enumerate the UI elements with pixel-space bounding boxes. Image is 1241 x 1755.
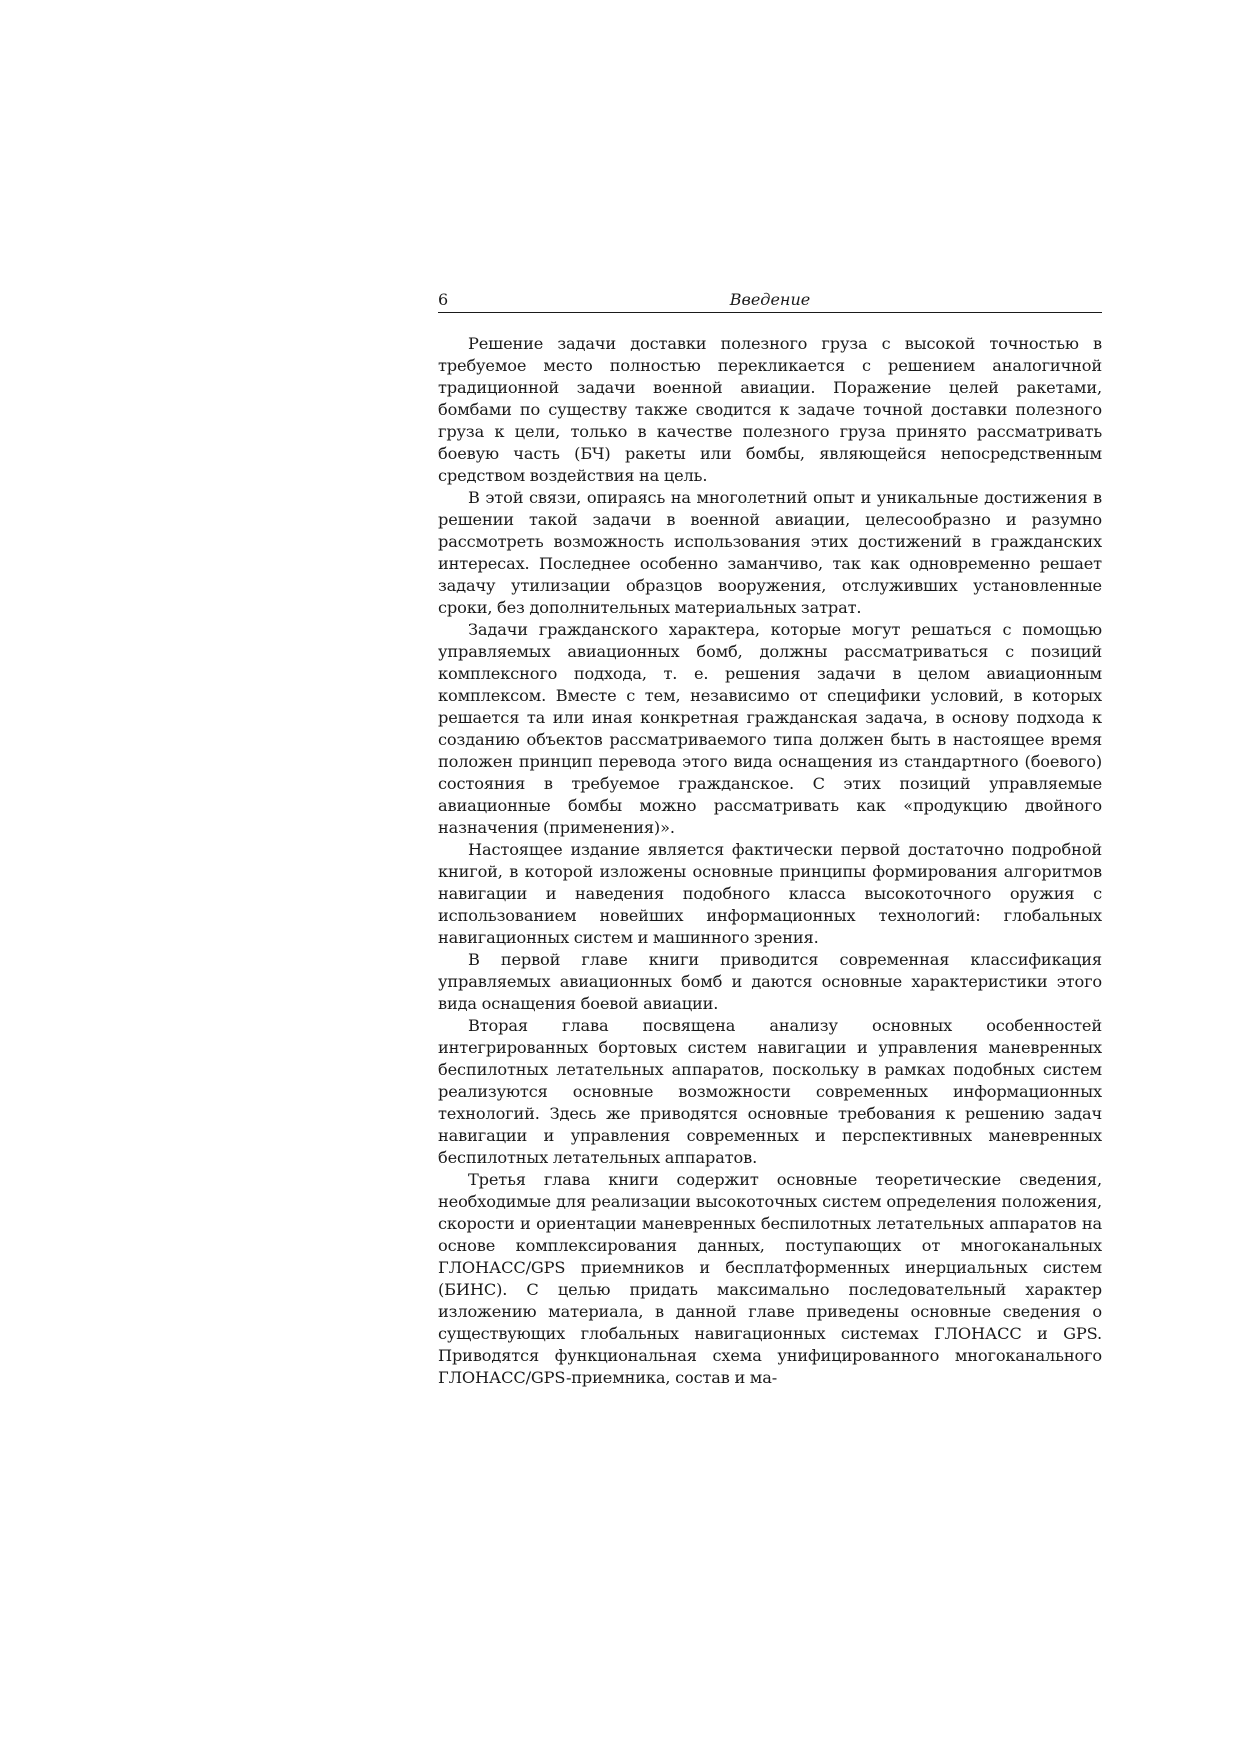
page-number: 6 <box>438 290 449 309</box>
running-header <box>438 288 1102 313</box>
running-title: Введение <box>729 290 811 309</box>
paragraph: В первой главе книги приводится современная классификация управляемых авиационных бомб и даются основные характеристики этого вида оснащения боевой авиации. <box>438 950 1102 1013</box>
paragraph: Третья глава книги содержит основные теоретические сведения, необходимые для реализации высокоточных систем определения положения, скорости и ориентации маневренных беспилотных летательных аппаратов на основе комплексирования данных, поступающих от многоканальных ГЛОНАСС/GPS приемников и бесплатформенных инерциальных систем (БИНС). С целью придать максимально последовательный характер изложению материала, в данной главе приведены основные сведения о существующих глобальных навигационных системах ГЛОНАСС и GPS. Приводятся функциональная схема унифицированного многоканального ГЛОНАСС/GPS-приемника, состав и ма- <box>438 1170 1102 1387</box>
paragraph: Решение задачи доставки полезного груза с высокой точностью в требуемое место полностью перекликается с решением аналогичной традиционной задачи военной авиации. Поражение целей ракетами, бомбами по существу также сводится к задаче точной доставки полезного груза к цели, только в качестве полезного груза принято рассматривать боевую часть (БЧ) ракеты или бомбы, являющейся непосредственным средством воздействия на цель. <box>438 334 1102 485</box>
paragraph: В этой связи, опираясь на многолетний опыт и уникальные достижения в решении такой задачи в военной авиации, целесообразно и разумно рассмотреть возможность использования этих достижений в гражданских интересах. Последнее особенно заманчиво, так как одновременно решает задачу утилизации образцов вооружения, отслуживших установленные сроки, без дополнительных материальных затрат. <box>438 488 1102 617</box>
body-text <box>438 333 1102 1389</box>
paragraph: Вторая глава посвящена анализу основных особенностей интегрированных бортовых систем навигации и управления маневренных беспилотных летательных аппаратов, поскольку в рамках подобных систем реализуются основные возможности современных информационных технологий. Здесь же приводятся основные требования к решению задач навигации и управления современных и перспективных маневренных беспилотных летательных аппаратов. <box>438 1016 1102 1167</box>
paragraph: Задачи гражданского характера, которые могут решаться с помощью управляемых авиационных бомб, должны рассматриваться с позиций комплексного подхода, т. е. решения задачи в целом авиационным комплексом. Вместе с тем, независимо от специфики условий, в которых решается та или иная конкретная гражданская задача, в основу подхода к созданию объектов рассматриваемого типа должен быть в настоящее время положен принцип перевода этого вида оснащения из стандартного (боевого) состояния в требуемое гражданское. С этих позиций управляемые авиационные бомбы можно рассматривать как «продукцию двойного назначения (применения)». <box>438 620 1102 837</box>
paragraph: Настоящее издание является фактически первой достаточно подробной книгой, в которой изложены основные принципы формирования алгоритмов навигации и наведения подобного класса высокоточного оружия с использованием новейших информационных технологий: глобальных навигационных систем и машинного зрения. <box>438 840 1102 947</box>
